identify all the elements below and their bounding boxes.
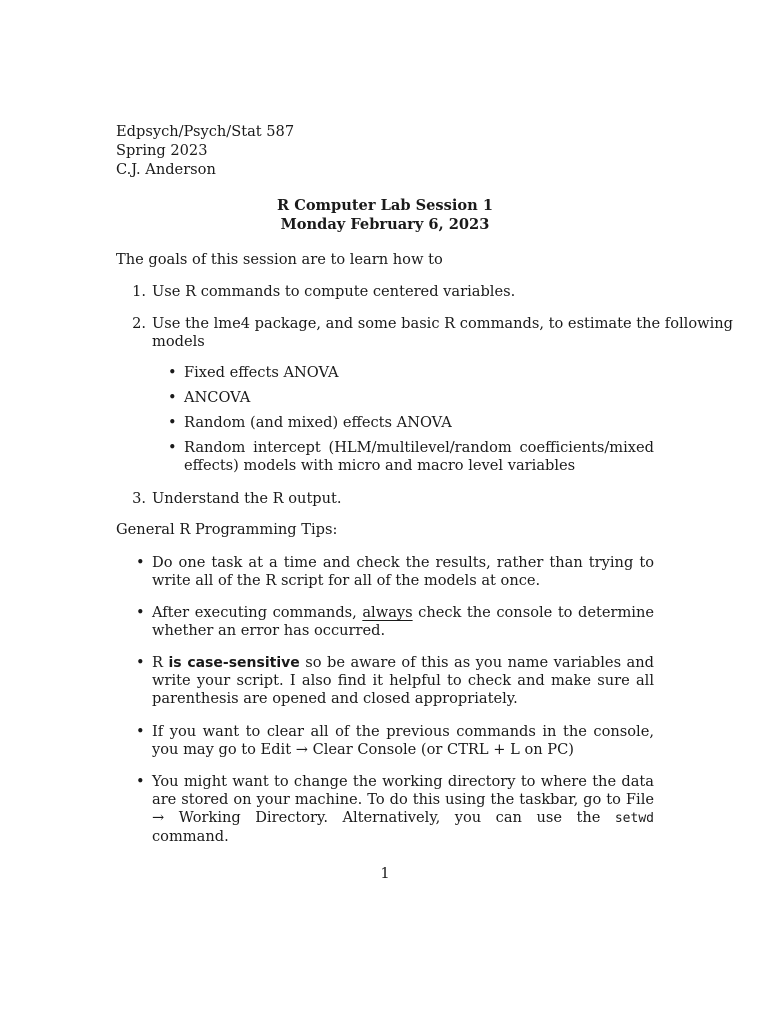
author: C.J. Anderson: [116, 161, 216, 178]
intro-text: The goals of this session are to learn how to: [116, 251, 443, 268]
tip-2-text-start: After executing commands,: [152, 604, 363, 621]
title-line-2: Monday February 6, 2023: [280, 216, 490, 233]
tip-5-text-end: command.: [152, 828, 229, 845]
tips-heading: General R Programming Tips:: [116, 521, 338, 538]
tip-5: [152, 773, 654, 846]
course-name: Edpsych/Psych/Stat 587: [116, 123, 295, 140]
term: Spring 2023: [116, 142, 208, 159]
tip-3-bold: is case-sensitive: [168, 655, 300, 671]
goal-1-number: 1.: [132, 283, 146, 300]
tip-2: [152, 604, 654, 640]
goal-2-number: 2.: [132, 315, 146, 332]
goal-1-text: Use R commands to compute centered variables.: [152, 283, 516, 300]
tip-5-code: setwd: [614, 811, 654, 826]
goal-2-text-line-2: models: [152, 333, 205, 350]
tip-4: If you want to clear all of the previous commands in the console, you may go to Edit → Clear Console (or CTRL + L on PC): [152, 723, 654, 758]
tip-3-text-start: R: [152, 654, 169, 671]
goal-3-text: Understand the R output.: [152, 490, 342, 507]
goal-3-number: 3.: [132, 490, 146, 507]
page-number: 1: [380, 865, 390, 882]
document-page: [116, 0, 734, 1024]
model-item-4: Random intercept (HLM/multilevel/random coefficients/mixed effects) models with micro and macro level variables: [184, 439, 654, 474]
tip-3: [152, 654, 654, 708]
goal-2-text-line-1: Use the lme4 package, and some basic R commands, to estimate the following: [152, 315, 734, 332]
title-line-1: R Computer Lab Session 1: [277, 197, 493, 214]
model-item-2: ANCOVA: [184, 389, 251, 406]
tip-1: Do one task at a time and check the results, rather than trying to write all of the R script for all of the models at once.: [152, 554, 654, 589]
model-item-3: Random (and mixed) effects ANOVA: [184, 414, 452, 431]
tip-3-text-end: so be aware of this as you name variables and write your script. I also find it helpful to check and make sure all parenthesis are opened and closed appropriately.: [152, 654, 654, 707]
tip-2-text-end: check the console to determine whether an error has occurred.: [152, 604, 655, 639]
model-item-1: Fixed effects ANOVA: [184, 364, 339, 381]
tip-5-text-start: You might want to change the working directory to where the data are stored on your machine. To do this using the taskbar, go to File → Working Directory. Alternatively, you can use the: [152, 773, 654, 826]
tip-2-emphasis: always: [362, 604, 413, 621]
